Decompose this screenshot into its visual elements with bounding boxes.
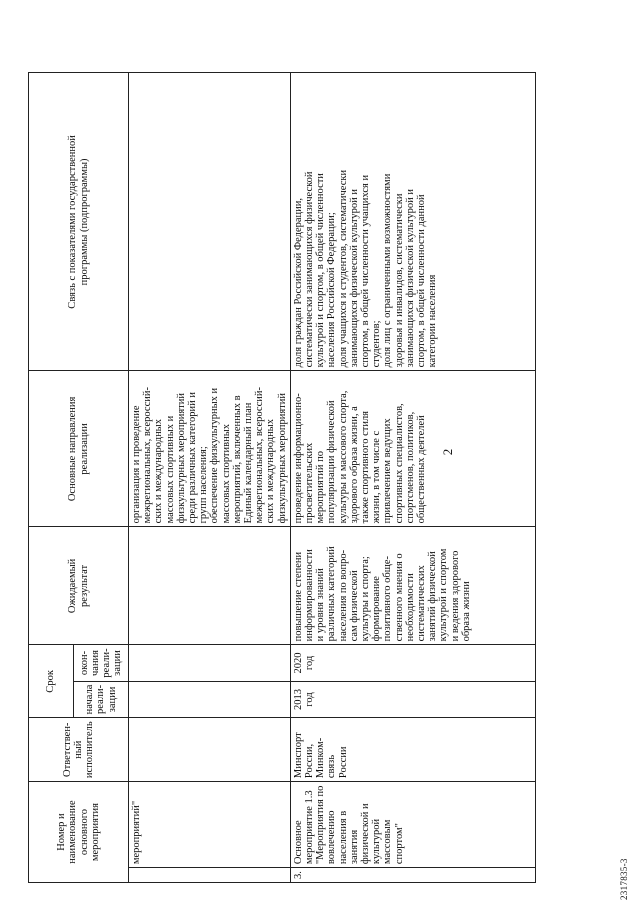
directions-cell: проведение информационно- просветительских мероприятий по популяризации физической культуры и массового спорта, здорового образа жизни, а также спортивного стиля жизни, в том числе с привлечением ведущих спортивных специалистов, спортсменов, политиков, общественных деятелей	[290, 371, 535, 527]
header-directions: Основные направления реализации	[29, 371, 129, 527]
events-table	[28, 72, 536, 883]
link-cell: доля граждан Российской Федерации, систематически занимающихся физической культурой и спортом, в общей численности населения Российской Федерации; доля учащихся и студентов, систематически занимающихся физической культурой и спортом, в общей численности учащихся и студентов; доля лиц с ограниченными возможностями здоровья и инвалидов, систематически занимающихся физической культурой и спортом, в общей численности данной категории населения	[290, 73, 535, 371]
header-term-start: начала реали- зации	[74, 681, 129, 718]
header-term-end: окон- чания реали- зации	[74, 645, 129, 681]
header-term: Срок	[29, 645, 74, 718]
result-cell: повышение степени информированности и уровня знаний различных категорий населения по вопро- сам физической культуры и спорта; формирование позитивного обще- ственного мнения о необходимости систематических занятий физической культурой и спортом и ведения здорового образа жизни	[290, 527, 535, 645]
header-event: Номер и наименование основного мероприятия	[29, 782, 129, 883]
header-link: Связь с показателями государственной программы (подпрограммы)	[29, 73, 129, 371]
header-result: Ожидаемый результат	[29, 527, 129, 645]
header-executor: Ответствен- ный исполнитель	[29, 718, 129, 782]
table-row	[290, 73, 535, 883]
event-cell: Основное мероприятие 1.3 "Мероприятия по вовлечению населения в занятия физической и культурой массовым спортом"	[290, 782, 535, 868]
header-row	[29, 73, 74, 883]
event-cell: мероприятий"	[129, 782, 291, 868]
page-number: 2	[440, 448, 455, 456]
end-cell: 2020 год	[290, 645, 535, 681]
table-row	[129, 73, 291, 883]
start-cell: 2013 год	[290, 681, 535, 718]
directions-cell: организация и проведение межрегиональных, всероссий- ских и международных массовых спортивных и физкультурных мероприятий среди различных категорий и групп населения; обеспечение физкультурных и массовых спортивных мероприятий, включенных в Единый календарный план межрегиональных, всероссий- ских и международных физкультурных мероприятий	[129, 371, 291, 527]
document-code: 2317835-3	[619, 858, 629, 900]
row-number: 3.	[290, 868, 535, 883]
executor-cell: Минспорт России, Минком- связь России	[290, 718, 535, 782]
